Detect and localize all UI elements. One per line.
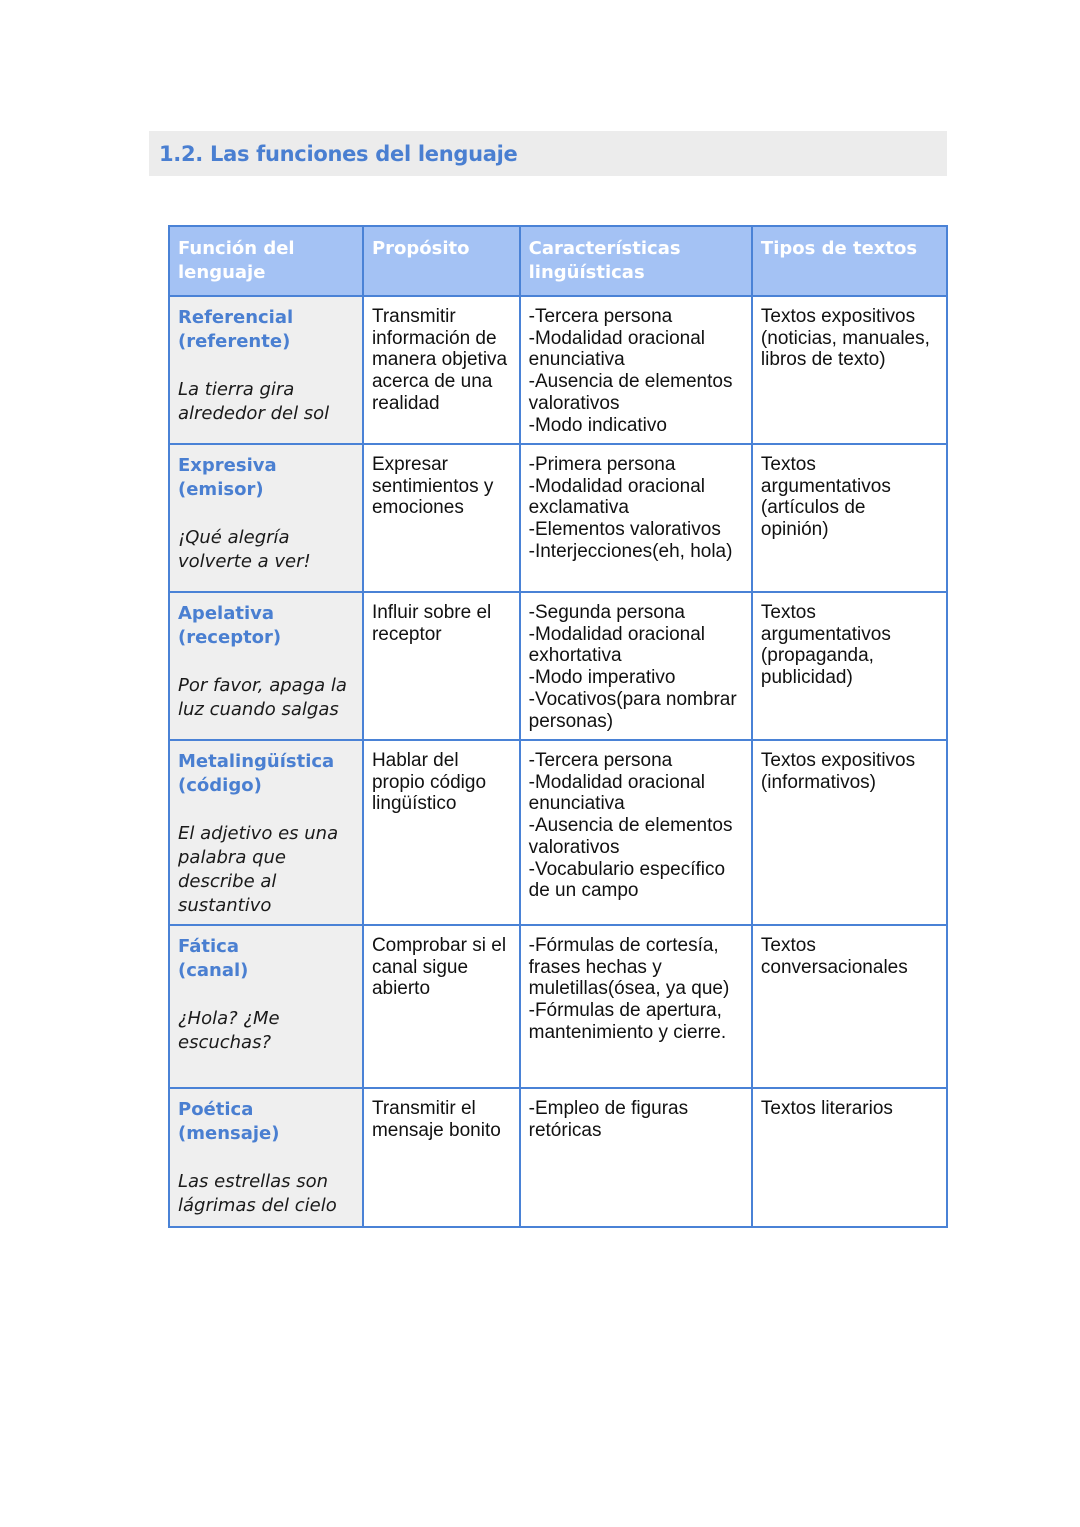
- characteristic-item: -Modo indicativo: [528, 414, 667, 436]
- purpose-cell: [363, 296, 520, 444]
- purpose-text: Transmitir información de manera objetiva acerca de una realidad: [371, 306, 508, 414]
- function-role: (emisor): [178, 479, 264, 500]
- purpose-text: Influir sobre el receptor: [371, 602, 492, 645]
- text-types-cell: [752, 740, 947, 925]
- characteristic-item: -Fórmulas de cortesía, frases hechas y muletillas(ósea, ya que): [528, 935, 730, 1000]
- section-heading-bar: [149, 131, 947, 176]
- characteristic-item: -Primera persona: [528, 454, 676, 475]
- characteristics-list: [529, 1098, 743, 1141]
- header-function: Función del lenguaje: [169, 226, 363, 296]
- function-name: Apelativa: [178, 603, 274, 624]
- characteristics-list: [529, 935, 743, 1044]
- characteristics-cell: [520, 296, 752, 444]
- text-types-cell: [752, 296, 947, 444]
- purpose-cell: [363, 740, 520, 925]
- header-text-types: Tipos de textos: [752, 226, 947, 296]
- function-example: ¿Hola? ¿Me escuchas?: [178, 1008, 280, 1053]
- characteristic-item: -Modalidad oracional enunciativa: [528, 771, 706, 815]
- text-types-cell: [752, 1088, 947, 1227]
- characteristic-item: -Modalidad oracional exclamativa: [528, 475, 706, 519]
- function-example: Por favor, apaga la luz cuando salgas: [178, 675, 347, 720]
- characteristics-cell: [520, 925, 752, 1088]
- purpose-text: Transmitir el mensaje bonito: [371, 1098, 501, 1141]
- purpose-cell: [363, 1088, 520, 1227]
- function-cell: [169, 444, 363, 592]
- characteristics-cell: [520, 740, 752, 925]
- text-types-text: Textos conversacionales: [760, 935, 908, 978]
- characteristic-item: -Tercera persona: [528, 750, 673, 771]
- function-role: (mensaje): [178, 1123, 280, 1144]
- characteristic-item: -Ausencia de elementos valorativos: [528, 371, 733, 414]
- function-example: ¡Qué alegría volverte a ver!: [178, 527, 311, 572]
- characteristic-item: -Modalidad oracional enunciativa: [528, 327, 706, 371]
- text-types-text: Textos argumentativos (artículos de opinión): [760, 454, 891, 541]
- characteristic-item: -Vocativos(para nombrar personas): [528, 688, 737, 732]
- characteristic-item: -Elementos valorativos: [528, 519, 721, 541]
- purpose-cell: [363, 444, 520, 592]
- text-types-cell: [752, 444, 947, 592]
- characteristics-list: [529, 602, 743, 732]
- text-types-text: Textos expositivos (informativos): [760, 750, 916, 793]
- characteristics-cell: [520, 1088, 752, 1227]
- characteristic-item: -Tercera persona: [528, 306, 673, 327]
- table-row: [169, 740, 947, 925]
- function-role: (código): [178, 775, 262, 796]
- function-name: Poética: [178, 1099, 254, 1120]
- characteristic-item: -Fórmulas de apertura, mantenimiento y cierre.: [528, 1000, 727, 1043]
- function-example: Las estrellas son lágrimas del cielo: [178, 1171, 337, 1216]
- characteristic-item: -Segunda persona: [528, 602, 685, 623]
- characteristic-item: -Modo imperativo: [528, 667, 676, 689]
- section-title: 1.2. Las funciones del lenguaje: [159, 141, 518, 166]
- function-cell: [169, 1088, 363, 1227]
- characteristic-item: -Interjecciones(eh, hola): [528, 540, 733, 562]
- table-row: [169, 925, 947, 1088]
- function-cell: [169, 925, 363, 1088]
- function-example: La tierra gira alrededor del sol: [178, 379, 330, 424]
- function-role: (referente): [178, 331, 291, 352]
- purpose-text: Hablar del propio código lingüístico: [371, 750, 487, 815]
- table-header-row: [169, 226, 947, 296]
- function-role: (receptor): [178, 627, 282, 648]
- purpose-cell: [363, 592, 520, 740]
- function-role: (canal): [178, 960, 249, 981]
- table-row: [169, 444, 947, 592]
- characteristics-list: [529, 750, 743, 902]
- characteristics-cell: [520, 592, 752, 740]
- purpose-text: Comprobar si el canal sigue abierto: [371, 935, 507, 1000]
- function-cell: [169, 296, 363, 444]
- text-types-text: Textos literarios: [760, 1098, 893, 1119]
- function-name: Expresiva: [178, 455, 277, 476]
- characteristic-item: -Vocabulario específico de un campo: [528, 858, 726, 902]
- characteristics-cell: [520, 444, 752, 592]
- purpose-cell: [363, 925, 520, 1088]
- characteristics-list: [529, 454, 743, 563]
- characteristic-item: -Modalidad oracional exhortativa: [528, 623, 706, 667]
- function-name: Metalingüística: [178, 751, 335, 772]
- text-types-text: Textos argumentativos (propaganda, publicidad): [760, 602, 891, 689]
- header-characteristics: Características lingüísticas: [520, 226, 752, 296]
- purpose-text: Expresar sentimientos y emociones: [371, 454, 494, 519]
- characteristics-list: [529, 306, 743, 436]
- function-example: El adjetivo es una palabra que describe al sustantivo: [178, 823, 339, 916]
- table-row: [169, 1088, 947, 1227]
- header-purpose: Propósito: [363, 226, 520, 296]
- characteristic-item: -Ausencia de elementos valorativos: [528, 815, 733, 858]
- text-types-cell: [752, 925, 947, 1088]
- text-types-text: Textos expositivos (noticias, manuales, libros de texto): [760, 306, 930, 371]
- function-cell: [169, 740, 363, 925]
- language-functions-table: [168, 225, 948, 1228]
- table-row: [169, 296, 947, 444]
- function-name: Fática: [178, 936, 239, 957]
- text-types-cell: [752, 592, 947, 740]
- table-row: [169, 592, 947, 740]
- characteristic-item: -Empleo de figuras retóricas: [528, 1098, 689, 1141]
- function-cell: [169, 592, 363, 740]
- function-name: Referencial: [178, 307, 294, 328]
